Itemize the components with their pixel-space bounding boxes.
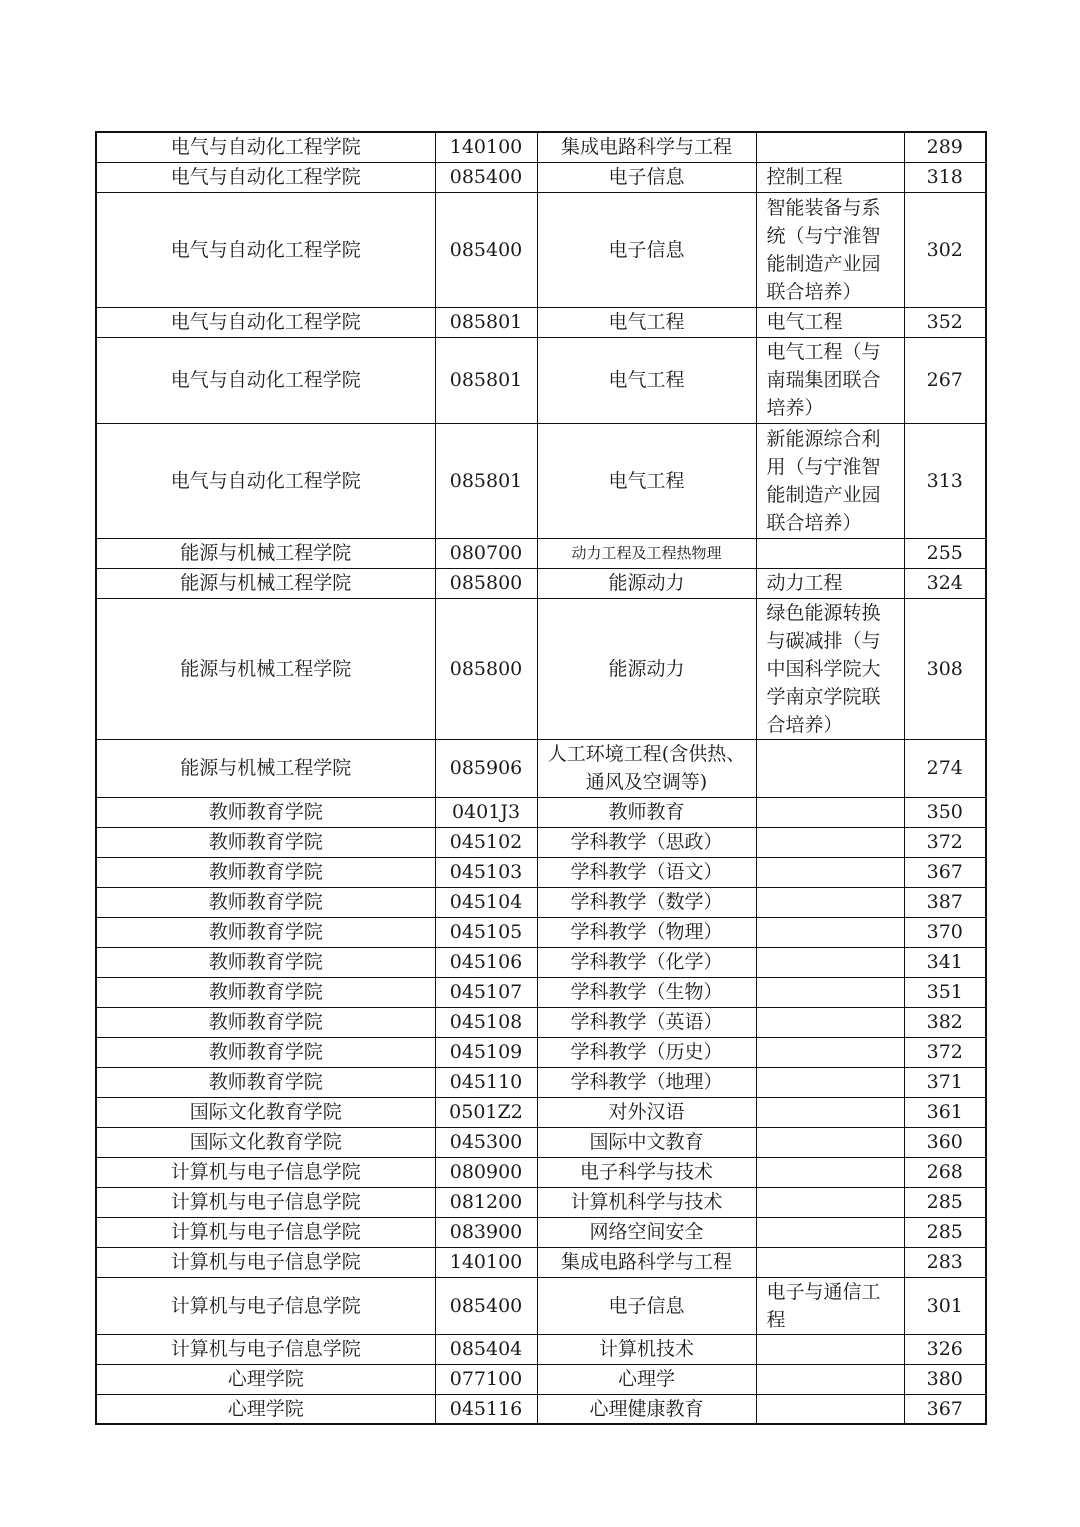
- direction-cell: [756, 1217, 904, 1247]
- table-row: [96, 827, 986, 857]
- college-cell: 计算机与电子信息学院: [96, 1187, 435, 1217]
- code-cell: 085400: [435, 1277, 537, 1334]
- code-cell: 045107: [435, 977, 537, 1007]
- table-row: [96, 307, 986, 337]
- major-cell: 集成电路科学与工程: [537, 1247, 756, 1277]
- table-row: [96, 1334, 986, 1364]
- college-cell: 教师教育学院: [96, 887, 435, 917]
- direction-cell: [756, 1334, 904, 1364]
- table-row: [96, 1217, 986, 1247]
- score-cell: 308: [904, 598, 986, 739]
- score-cell: 255: [904, 538, 986, 568]
- direction-cell: [756, 917, 904, 947]
- major-cell: 电子信息: [537, 1277, 756, 1334]
- code-cell: 045104: [435, 887, 537, 917]
- major-cell: 学科教学（历史）: [537, 1037, 756, 1067]
- direction-cell: [756, 132, 904, 162]
- major-cell: 学科教学（生物）: [537, 977, 756, 1007]
- code-cell: 140100: [435, 1247, 537, 1277]
- major-cell: 国际中文教育: [537, 1127, 756, 1157]
- major-cell: 学科教学（语文）: [537, 857, 756, 887]
- college-cell: 教师教育学院: [96, 1067, 435, 1097]
- code-cell: 045110: [435, 1067, 537, 1097]
- college-cell: 能源与机械工程学院: [96, 538, 435, 568]
- table-row: [96, 162, 986, 192]
- college-cell: 计算机与电子信息学院: [96, 1217, 435, 1247]
- table-row: [96, 739, 986, 797]
- score-cell: 326: [904, 1334, 986, 1364]
- code-cell: 077100: [435, 1364, 537, 1394]
- direction-cell: [756, 1067, 904, 1097]
- direction-cell: 智能装备与系统（与宁淮智能制造产业园联合培养）: [756, 192, 904, 307]
- major-cell: 电气工程: [537, 423, 756, 538]
- direction-cell: [756, 977, 904, 1007]
- major-cell: 人工环境工程(含供热、通风及空调等): [537, 739, 756, 797]
- college-cell: 教师教育学院: [96, 857, 435, 887]
- score-cell: 341: [904, 947, 986, 977]
- direction-cell: 电气工程（与南瑞集团联合培养）: [756, 337, 904, 423]
- major-cell: 心理健康教育: [537, 1394, 756, 1424]
- major-cell: 电气工程: [537, 337, 756, 423]
- college-cell: 心理学院: [96, 1364, 435, 1394]
- table-row: [96, 192, 986, 307]
- table-row: [96, 977, 986, 1007]
- college-cell: 教师教育学院: [96, 797, 435, 827]
- college-cell: 电气与自动化工程学院: [96, 423, 435, 538]
- table-row: [96, 797, 986, 827]
- college-cell: 电气与自动化工程学院: [96, 162, 435, 192]
- college-cell: 电气与自动化工程学院: [96, 307, 435, 337]
- code-cell: 081200: [435, 1187, 537, 1217]
- table-row: [96, 1097, 986, 1127]
- code-cell: 085800: [435, 568, 537, 598]
- table-row: [96, 1364, 986, 1394]
- score-cell: 285: [904, 1217, 986, 1247]
- score-cell: 274: [904, 739, 986, 797]
- code-cell: 0501Z2: [435, 1097, 537, 1127]
- table-row: [96, 568, 986, 598]
- score-cell: 302: [904, 192, 986, 307]
- table-row: [96, 1247, 986, 1277]
- table-row: [96, 1007, 986, 1037]
- college-cell: 电气与自动化工程学院: [96, 192, 435, 307]
- score-cell: 367: [904, 1394, 986, 1424]
- code-cell: 0401J3: [435, 797, 537, 827]
- major-cell: 电气工程: [537, 307, 756, 337]
- code-cell: 085800: [435, 598, 537, 739]
- table-row: [96, 1127, 986, 1157]
- college-cell: 教师教育学院: [96, 947, 435, 977]
- code-cell: 085801: [435, 307, 537, 337]
- college-cell: 教师教育学院: [96, 1007, 435, 1037]
- major-cell: 电子信息: [537, 192, 756, 307]
- major-cell: 心理学: [537, 1364, 756, 1394]
- code-cell: 045116: [435, 1394, 537, 1424]
- code-cell: 085906: [435, 739, 537, 797]
- score-table-body: [96, 132, 986, 1424]
- direction-cell: [756, 1364, 904, 1394]
- code-cell: 045300: [435, 1127, 537, 1157]
- table-row: [96, 857, 986, 887]
- table-row: [96, 538, 986, 568]
- direction-cell: 动力工程: [756, 568, 904, 598]
- direction-cell: 电气工程: [756, 307, 904, 337]
- score-cell: 313: [904, 423, 986, 538]
- direction-cell: [756, 827, 904, 857]
- direction-cell: [756, 1247, 904, 1277]
- major-cell: 计算机技术: [537, 1334, 756, 1364]
- table-row: [96, 917, 986, 947]
- score-cell: 268: [904, 1157, 986, 1187]
- table-row: [96, 132, 986, 162]
- college-cell: 教师教育学院: [96, 1037, 435, 1067]
- major-cell: 能源动力: [537, 568, 756, 598]
- direction-cell: 新能源综合利用（与宁淮智能制造产业园联合培养）: [756, 423, 904, 538]
- direction-cell: [756, 1037, 904, 1067]
- code-cell: 045109: [435, 1037, 537, 1067]
- direction-cell: [756, 1157, 904, 1187]
- score-cell: 387: [904, 887, 986, 917]
- code-cell: 045103: [435, 857, 537, 887]
- table-row: [96, 423, 986, 538]
- score-cell: 360: [904, 1127, 986, 1157]
- major-cell: 能源动力: [537, 598, 756, 739]
- college-cell: 国际文化教育学院: [96, 1127, 435, 1157]
- college-cell: 电气与自动化工程学院: [96, 132, 435, 162]
- major-cell: 对外汉语: [537, 1097, 756, 1127]
- score-cell: 324: [904, 568, 986, 598]
- college-cell: 能源与机械工程学院: [96, 568, 435, 598]
- table-row: [96, 1037, 986, 1067]
- score-cell: 372: [904, 827, 986, 857]
- score-table: [95, 131, 987, 1425]
- score-cell: 283: [904, 1247, 986, 1277]
- table-row: [96, 598, 986, 739]
- score-cell: 289: [904, 132, 986, 162]
- direction-cell: [756, 1007, 904, 1037]
- direction-cell: [756, 1394, 904, 1424]
- direction-cell: [756, 887, 904, 917]
- code-cell: 080900: [435, 1157, 537, 1187]
- code-cell: 045105: [435, 917, 537, 947]
- code-cell: 085400: [435, 162, 537, 192]
- score-cell: 361: [904, 1097, 986, 1127]
- score-cell: 351: [904, 977, 986, 1007]
- table-row: [96, 887, 986, 917]
- table-row: [96, 947, 986, 977]
- college-cell: 国际文化教育学院: [96, 1097, 435, 1127]
- direction-cell: [756, 857, 904, 887]
- major-cell: 网络空间安全: [537, 1217, 756, 1247]
- table-row: [96, 1277, 986, 1334]
- score-cell: 301: [904, 1277, 986, 1334]
- major-cell: 电子信息: [537, 162, 756, 192]
- score-cell: 367: [904, 857, 986, 887]
- code-cell: 140100: [435, 132, 537, 162]
- direction-cell: [756, 797, 904, 827]
- score-cell: 350: [904, 797, 986, 827]
- score-cell: 372: [904, 1037, 986, 1067]
- major-cell: 计算机科学与技术: [537, 1187, 756, 1217]
- college-cell: 能源与机械工程学院: [96, 598, 435, 739]
- table-row: [96, 1394, 986, 1424]
- score-cell: 285: [904, 1187, 986, 1217]
- score-cell: 352: [904, 307, 986, 337]
- code-cell: 085400: [435, 192, 537, 307]
- college-cell: 教师教育学院: [96, 977, 435, 1007]
- college-cell: 计算机与电子信息学院: [96, 1277, 435, 1334]
- major-cell: 学科教学（英语）: [537, 1007, 756, 1037]
- score-cell: 318: [904, 162, 986, 192]
- major-cell: 学科教学（数学）: [537, 887, 756, 917]
- score-cell: 380: [904, 1364, 986, 1394]
- direction-cell: 绿色能源转换与碳减排（与中国科学院大学南京学院联合培养）: [756, 598, 904, 739]
- table-row: [96, 1187, 986, 1217]
- score-cell: 371: [904, 1067, 986, 1097]
- direction-cell: [756, 538, 904, 568]
- college-cell: 计算机与电子信息学院: [96, 1247, 435, 1277]
- score-cell: 382: [904, 1007, 986, 1037]
- major-cell: 集成电路科学与工程: [537, 132, 756, 162]
- direction-cell: [756, 1127, 904, 1157]
- major-cell: 教师教育: [537, 797, 756, 827]
- major-cell: 学科教学（物理）: [537, 917, 756, 947]
- table-row: [96, 1067, 986, 1097]
- code-cell: 085801: [435, 337, 537, 423]
- code-cell: 083900: [435, 1217, 537, 1247]
- college-cell: 教师教育学院: [96, 917, 435, 947]
- score-cell: 267: [904, 337, 986, 423]
- direction-cell: [756, 947, 904, 977]
- direction-cell: [756, 1097, 904, 1127]
- college-cell: 计算机与电子信息学院: [96, 1334, 435, 1364]
- direction-cell: 电子与通信工程: [756, 1277, 904, 1334]
- code-cell: 045108: [435, 1007, 537, 1037]
- table-row: [96, 337, 986, 423]
- score-cell: 370: [904, 917, 986, 947]
- code-cell: 085801: [435, 423, 537, 538]
- major-cell: 学科教学（化学）: [537, 947, 756, 977]
- table-row: [96, 1157, 986, 1187]
- major-cell: 电子科学与技术: [537, 1157, 756, 1187]
- direction-cell: [756, 739, 904, 797]
- code-cell: 080700: [435, 538, 537, 568]
- code-cell: 045106: [435, 947, 537, 977]
- direction-cell: [756, 1187, 904, 1217]
- major-cell: 动力工程及工程热物理: [537, 538, 756, 568]
- code-cell: 085404: [435, 1334, 537, 1364]
- college-cell: 能源与机械工程学院: [96, 739, 435, 797]
- college-cell: 计算机与电子信息学院: [96, 1157, 435, 1187]
- direction-cell: 控制工程: [756, 162, 904, 192]
- college-cell: 电气与自动化工程学院: [96, 337, 435, 423]
- major-cell: 学科教学（思政）: [537, 827, 756, 857]
- college-cell: 心理学院: [96, 1394, 435, 1424]
- code-cell: 045102: [435, 827, 537, 857]
- college-cell: 教师教育学院: [96, 827, 435, 857]
- major-cell: 学科教学（地理）: [537, 1067, 756, 1097]
